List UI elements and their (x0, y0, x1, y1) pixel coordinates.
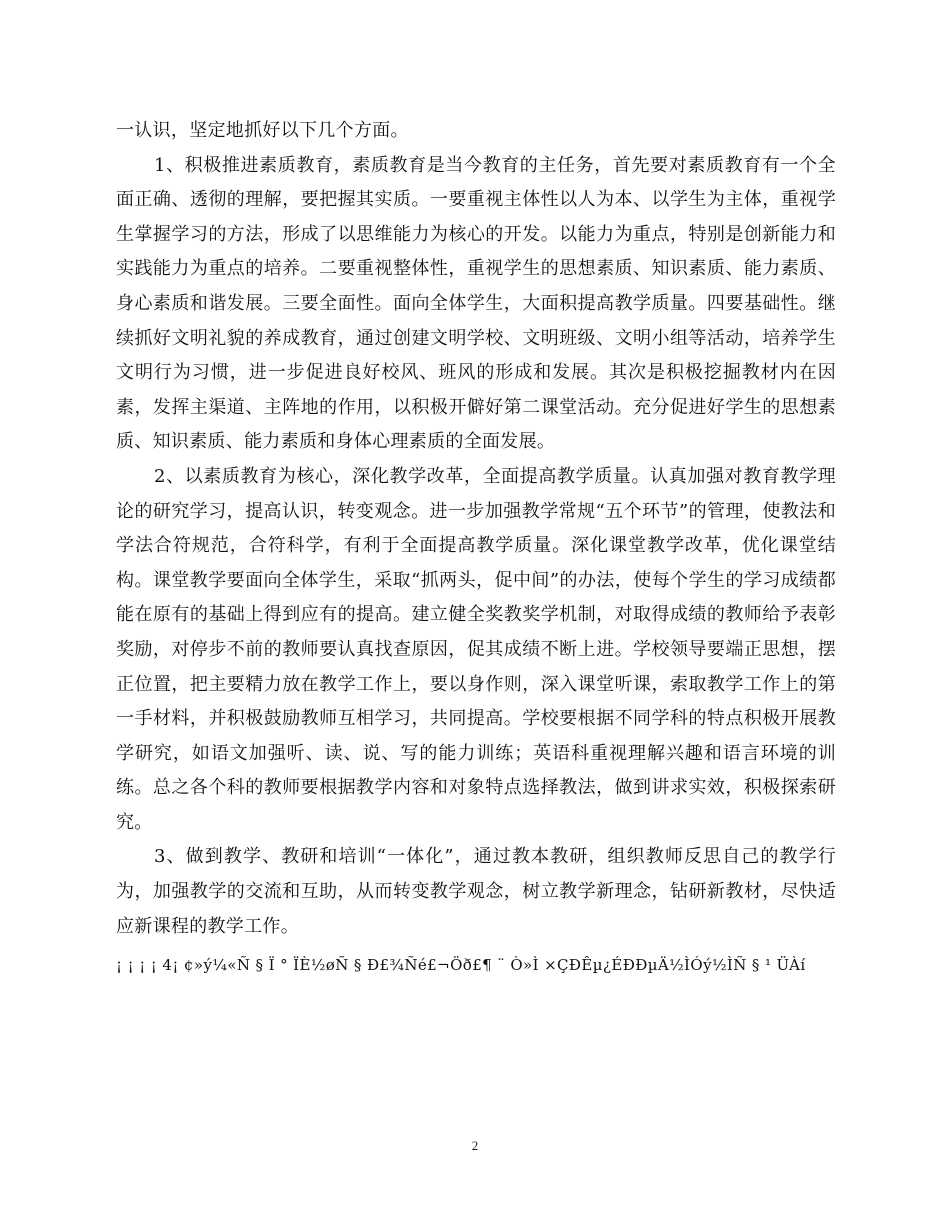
paragraph-continuation: 一认识，坚定地抓好以下几个方面。 (116, 120, 409, 141)
paragraph-item-2: 2、以素质教育为核心，深化教学改革，全面提高教学质量。认真加强对教育教学理论的研究学习，提高认识，转变观念。进一步加强教学常规“五个环节”的管理，使教法和学法合符规范，合符科学，有利于全面提高教学质量。深化课堂教学改革，优化课堂结构。课堂教学要面向全体学生，采取“抓两头，促中间”的办法，使每个学生的学习成绩都能在原有的基础上得到应有的提高。建立健全奖教奖学机制，对取得成绩的教师给予表彰奖励，对停步不前的教师要认真找查原因，促其成绩不断上进。学校领导要端正思想，摆正位置，把主要精力放在教学工作上，要以身作则，深入课堂听课，索取教学工作上的第一手材料，并积极鼓励教师互相学习，共同提高。学校要根据不同学科的特点积极开展教学研究，如语文加强听、读、说、写的能力训练；英语科重视理解兴趣和语言环境的训练。总之各个科的教师要根据教学内容和对象特点选择教法，做到讲求实效，积极探索研究。 (116, 465, 836, 833)
paragraph-item-3: 3、做到教学、教研和培训“一体化”，通过教本教研，组织教师反思自己的教学行为，加强教学的交流和互助，从而转变教学观念，树立教学新理念，钻研新教材，尽快适应新课程的教学工作。 (116, 846, 836, 937)
paragraph-item-1: 1、积极推进素质教育，素质教育是当今教育的主任务，首先要对素质教育有一个全面正确、透彻的理解，要把握其实质。一要重视主体性以人为本、以学生为主体，重视学生掌握学习的方法，形成了以思维能力为核心的开发。以能力为重点，特别是创新能力和实践能力为重点的培养。二要重视整体性，重视学生的思想素质、知识素质、能力素质、身心素质和谐发展。三要全面性。面向全体学生，大面积提高教学质量。四要基础性。继续抓好文明礼貌的养成教育，通过创建文明学校、文明班级、文明小组等活动，培养学生文明行为习惯，进一步促进良好校风、班风的形成和发展。其次是积极挖掘教材内在因素，发挥主渠道、主阵地的作用，以积极开僻好第二课堂活动。充分促进好学生的思想素质、知识素质、能力素质和身体心理素质的全面发展。 (116, 154, 836, 453)
garbled-text-line: ¡ ¡ ¡ ¡ 4¡ ¢»ý¼«Ñ § Ï ° ÏÈ½øÑ § Ð£¾Ñé£¬Öð£¶ ¨ Ò»Ì ×ÇÐÊµ¿ÉÐÐµÄ½ÌÓý½ÌÑ § ¹ ÜÀí (116, 956, 806, 975)
page-number: 2 (471, 1138, 479, 1153)
document-body (116, 114, 836, 980)
